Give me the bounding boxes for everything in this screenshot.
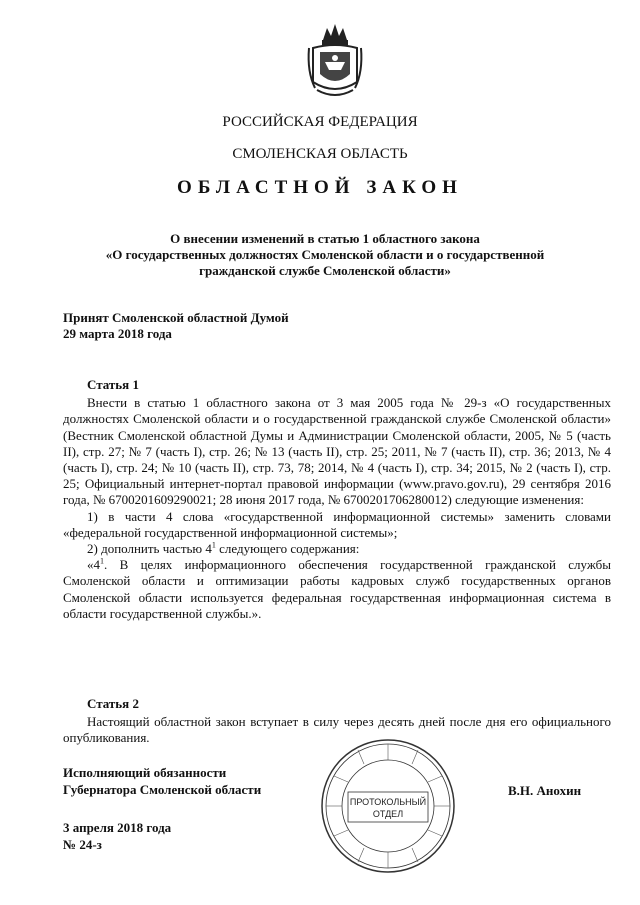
law-number: № 24-з	[63, 837, 102, 852]
article-2-text: Настоящий областной закон вступает в силу через десять дней после дня его официального опубликования.	[63, 714, 611, 746]
signatory-title-line-1: Исполняющий обязанности	[63, 765, 227, 780]
country-heading: РОССИЙСКАЯ ФЕДЕРАЦИЯ	[222, 114, 418, 130]
seal-text-line-2: ОТДЕЛ	[372, 809, 404, 819]
article-1-quote: «$4^1$. В целях информационного обеспечения государственной гражданской службы Смоленской области и оптимизации работы кадровых служб государственных органов Смоленской области используется федеральная государственная информационная система в области государственной службы.».	[63, 556, 611, 621]
signatory-title-line-2: Губернатора Смоленской области	[63, 782, 262, 797]
adoption-line-1: Принят Смоленской областной Думой	[63, 310, 289, 325]
article-1-heading: Статья 1	[87, 377, 139, 392]
article-1	[63, 377, 611, 622]
law-subject	[70, 231, 580, 279]
article-2-heading: Статья 2	[87, 696, 139, 711]
signatory-name: В.Н. Анохин	[508, 783, 582, 798]
seal-text-line-1: ПРОТОКОЛЬНЫЙ	[349, 797, 427, 807]
adoption-info	[63, 310, 289, 342]
article-1-item-2: 2) дополнить частью $4^1$ следующего содержания:	[87, 540, 360, 557]
subject-line-1: О внесении изменений в статью 1 областного закона	[170, 231, 480, 246]
law-date-number	[63, 819, 171, 853]
signatory-title	[63, 764, 261, 798]
document-type-title: ОБЛАСТНОЙ ЗАКОН	[177, 177, 463, 198]
article-1-item-1: 1) в части 4 слова «государственной информационной системы» заменить словами «федеральной государственной информационной системы»;	[63, 508, 611, 540]
article-1-intro: Внести в статью 1 областного закона от 3 мая 2005 года № 29-з «О государственных должностях Смоленской области и о государственной гражданской службе Смоленской области» (Вестник Смоленской областной Думы и Администрации Смоленской области, 2005, № 5 (часть II), стр. 27; № 7 (часть I), стр. 26; № 13 (часть II), стр. 25; 2011, № 7 (часть II), стр. 36; 2013, № 4 (часть I), стр. 24; № 10 (часть II), стр. 73, 78; 2014, № 4 (часть I), стр. 34; 2015, № 2 (часть I), стр. 25; Официальный интернет-портал правовой информации (www.pravo.gov.ru), 29 сентября 2016 года, № 6700201609290021; 28 июня 2017 года, № 6700201706280012) следующие изменения:	[63, 395, 611, 508]
subject-line-3: гражданской службе Смоленской области»	[199, 263, 451, 278]
region-heading: СМОЛЕНСКАЯ ОБЛАСТЬ	[232, 146, 408, 162]
adoption-date: 29 марта 2018 года	[63, 326, 172, 341]
official-seal	[318, 736, 458, 876]
coat-of-arms-emblem	[305, 22, 365, 102]
subject-line-2: «О государственных должностях Смоленской области и о государственной	[105, 247, 545, 262]
signing-date: 3 апреля 2018 года	[63, 820, 172, 835]
